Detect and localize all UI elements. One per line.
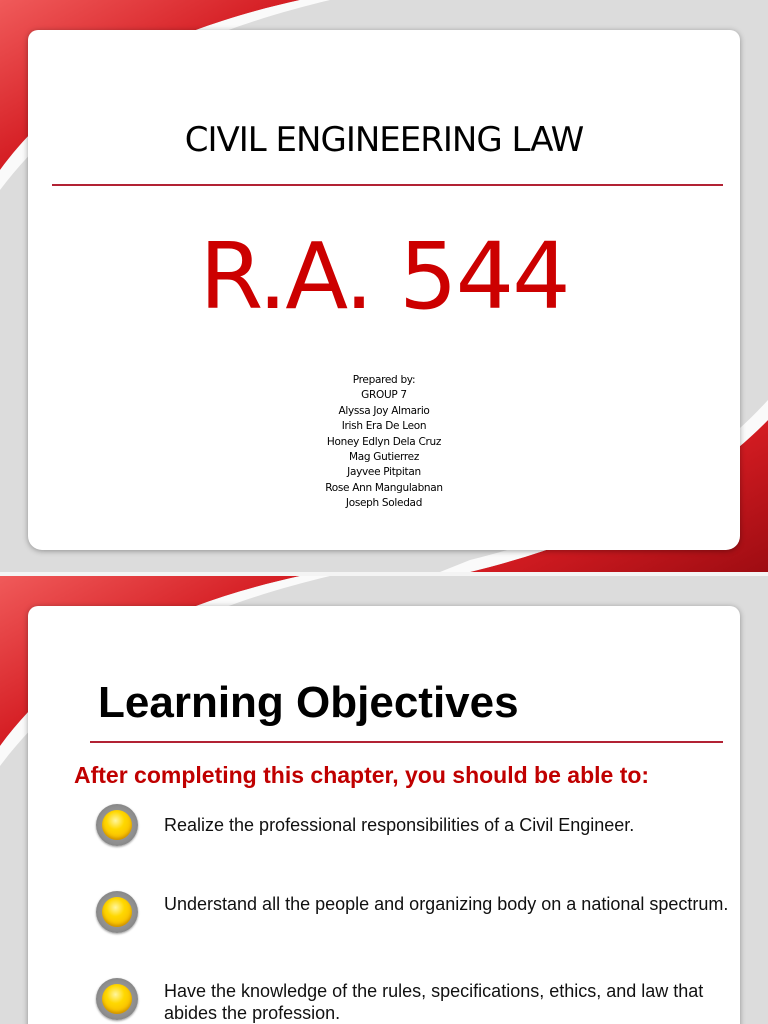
group-label: GROUP 7 <box>361 389 407 402</box>
member-name: Irish Era De Leon <box>341 420 427 433</box>
member-name: Alyssa Joy Almario <box>338 404 430 417</box>
member-name: Honey Edlyn Dela Cruz <box>326 435 442 448</box>
slide-title: Learning Objectives <box>98 678 519 727</box>
objectives-slide <box>0 576 768 1024</box>
slide-subtitle: After completing this chapter, you should be able to: <box>74 762 650 788</box>
member-name: Rose Ann Mangulabnan <box>325 481 443 494</box>
slide-title: CIVIL ENGINEERING LAW <box>184 120 584 160</box>
law-code-heading: R.A. 544 <box>199 223 569 330</box>
yellow-bullet-icon <box>96 978 138 1020</box>
objective-text: Have the knowledge of the rules, specifications, ethics, and law that abides the profession. <box>164 981 704 1023</box>
objective-text: Realize the professional responsibilities of a Civil Engineer. <box>164 815 635 835</box>
prepared-by-label: Prepared by: <box>352 374 416 386</box>
title-divider <box>90 741 723 743</box>
title-divider <box>52 184 723 186</box>
member-name: Jayvee Pitpitan <box>347 466 421 479</box>
objective-text: Understand all the people and organizing body on a national spectrum. <box>164 894 729 914</box>
member-name: Joseph Soledad <box>345 497 423 510</box>
yellow-bullet-icon <box>96 804 138 846</box>
member-name: Mag Gutierrez <box>348 451 420 464</box>
credits-block <box>0 373 768 512</box>
yellow-bullet-icon <box>96 891 138 933</box>
